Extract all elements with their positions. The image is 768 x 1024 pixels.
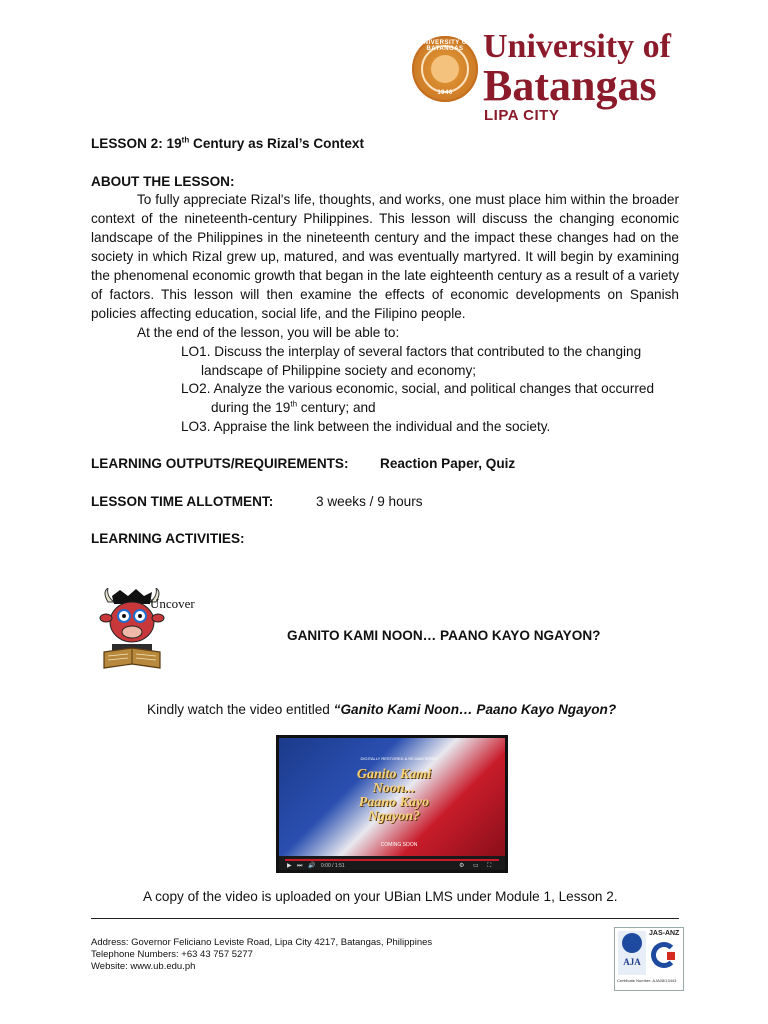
video-caption: DIGITALLY RESTORED & RE-MASTERED [360,756,438,761]
allotment-label: LESSON TIME ALLOTMENT: [91,494,274,509]
theater-mode-icon[interactable]: ▭ [473,863,479,869]
lo2-line2-suffix: century; and [297,400,376,415]
video-controls [279,856,505,870]
outputs-label: LEARNING OUTPUTS/REQUIREMENTS: [91,456,349,471]
video-title-line2: Noon... [372,781,416,796]
campus-name: LIPA CITY [484,107,560,124]
lesson-title-prefix: LESSON 2: 19 [91,136,182,151]
footer-website: Website: www.ub.edu.ph [91,961,196,972]
university-seal-logo [412,36,478,102]
video-thumbnail[interactable] [279,738,505,856]
learning-outcome-2 [181,379,679,417]
video-instruction-prefix: Kindly watch the video entitled [147,702,334,717]
activity-section-title: GANITO KAMI NOON… PAANO KAYO NGAYON? [287,628,601,643]
video-progress-bar[interactable] [285,859,499,861]
settings-icon[interactable]: ⚙ [459,863,465,869]
lesson-title [91,134,364,153]
uncover-label: Uncover [150,596,195,611]
volume-icon[interactable]: 🔊 [308,863,316,869]
video-title-line4: Ngayon? [367,809,421,824]
video-coming-soon: COMING SOON [380,842,418,848]
university-name-line2: Batangas [483,61,657,110]
lo2-line2-sup: th [290,399,298,409]
university-name-line1: University of [483,28,671,65]
video-progress-fill [285,859,499,861]
footer-divider [91,918,679,919]
lesson-title-suffix: Century as Rizal’s Context [189,136,364,151]
video-instruction [147,700,616,719]
activities-label: LEARNING ACTIVITIES: [91,531,245,546]
video-title-line1: Ganito Kami [356,767,432,782]
jas-anz-red-mark [667,952,675,960]
learning-outcome-3: LO3. Appraise the link between the individual and the society. [181,419,551,434]
play-icon[interactable]: ▶ [287,863,292,869]
outputs-value: Reaction Paper, Quiz [380,456,516,471]
lo2-line1: LO2. Analyze the various economic, social, and political changes that occurred [181,381,655,396]
aja-logo [618,931,646,975]
lesson-title-sup: th [181,135,190,145]
lo1-line2: landscape of Philippine society and economy; [201,363,477,378]
learning-outcome-1 [181,342,679,380]
certification-logo [614,927,684,991]
video-time: 0:00 / 1:51 [321,863,345,869]
aja-globe-icon [622,933,642,953]
video-instruction-title: “Ganito Kami Noon… Paano Kayo Ngayon? [333,702,617,717]
outcomes-intro: At the end of the lesson, you will be able to: [137,325,400,340]
about-heading: ABOUT THE LESSON: [91,174,235,189]
fullscreen-icon[interactable]: ⛶ [487,863,492,869]
seal-text: UNIVERSITY OF BATANGAS [418,40,472,52]
video-title-line3: Paano Kayo [358,795,430,810]
video-copy-note: A copy of the video is uploaded on your UBian LMS under Module 1, Lesson 2. [143,889,618,904]
seal-year: 1946 [437,90,453,96]
jas-anz-text: JAS-ANZ [649,930,680,937]
footer-address: Address: Governor Feliciano Leviste Road, Lipa City 4217, Batangas, Philippines [91,937,433,948]
aja-text: AJA [623,957,641,967]
about-paragraph: To fully appreciate Rizal's life, thoughts, and works, one must place him within the broader context of the nineteenth-century Philippines. This lesson will discuss the changing economic landscape of the Philippines in the nineteenth century and the impact these changes had on the society in which Rizal grew up, matured, and was eventually martyred. It will begin by examining the phenomenal economic growth that began in the late eighteenth century as a result of a variety of factors. This lesson will then examine the effects of economic developments on Spanish policies affecting education, social life, and the Filipino people. [91,192,679,321]
next-icon[interactable]: ⏭ [297,863,303,869]
footer-telephone: Telephone Numbers: +63 43 757 5277 [91,949,253,960]
video-player[interactable] [276,735,508,873]
allotment-value: 3 weeks / 9 hours [316,494,423,509]
lo1-line1: LO1. Discuss the interplay of several factors that contributed to the changing [181,344,642,359]
video-title-art [329,768,459,824]
lo2-line2-prefix: during the 19 [211,400,291,415]
lo2-line2 [181,398,679,417]
certificate-number: Certificate Number: AJA08/13443 [617,978,677,983]
seal-emblem [431,55,459,83]
